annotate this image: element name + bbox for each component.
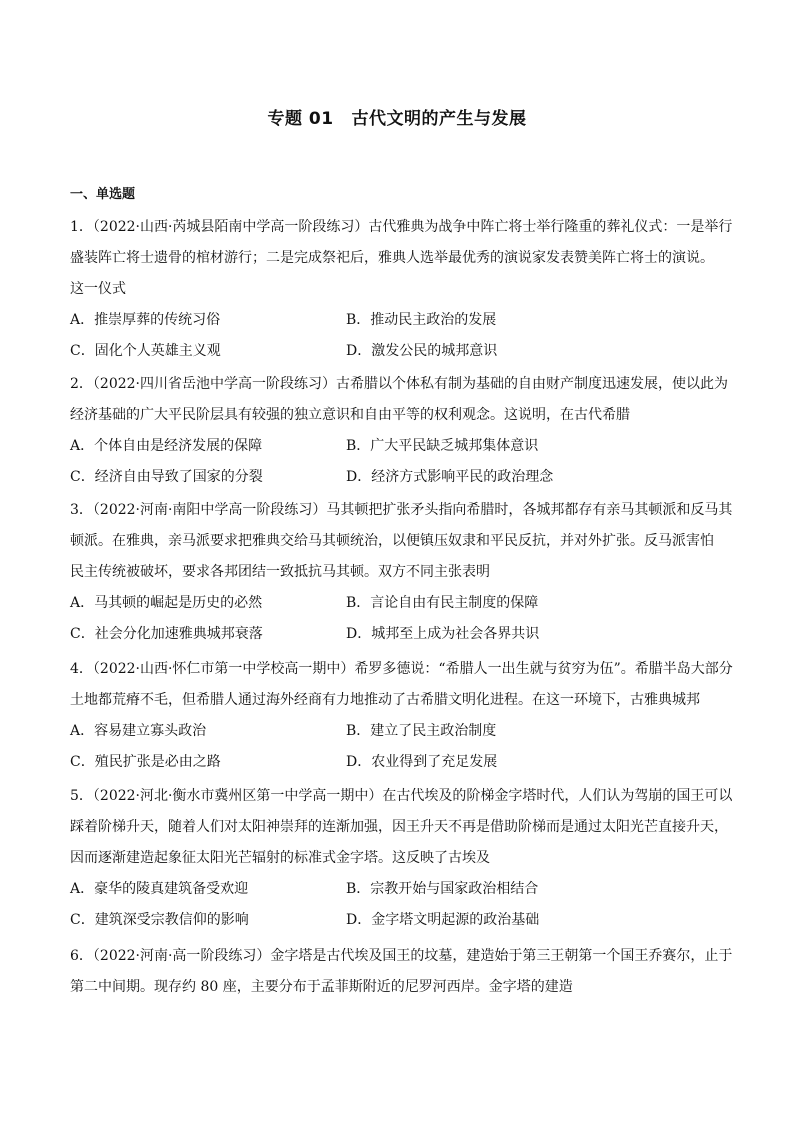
option-b[interactable]: B．宗教开始与国家政治相结合 xyxy=(346,881,539,897)
option-a[interactable]: A．容易建立寡头政治 xyxy=(70,723,207,739)
option-b[interactable]: B．建立了民主政治制度 xyxy=(346,723,497,739)
question-1 xyxy=(70,212,733,367)
title-name: 古代文明的产生与发展 xyxy=(351,109,527,129)
question-text-line: 因而逐渐建造起象征太阳光芒辐射的标准式金字塔。这反映了古埃及 xyxy=(70,850,490,866)
option-c[interactable]: C．经济自由导致了国家的分裂 xyxy=(70,469,263,485)
page-title xyxy=(0,104,794,129)
option-c[interactable]: C．殖民扩张是必由之路 xyxy=(70,754,221,770)
question-2 xyxy=(70,369,726,493)
options xyxy=(70,588,726,650)
options xyxy=(70,305,726,367)
question-text-line: 土地都荒瘠不毛，但希腊人通过海外经商有力地推动了古希腊文明化进程。在这一环境下，古雅典城邦 xyxy=(70,692,700,708)
question-text-line: 顿派。在雅典，亲马派要求把雅典交给马其顿统治，以便镇压奴隶和平民反抗，并对外扩张。反马派害怕 xyxy=(70,533,714,549)
question-5 xyxy=(70,781,733,936)
question-text-line: 踩着阶梯升天，随着人们对太阳神崇拜的连渐加强，因王升天不再是借助阶梯而是通过太阳光芒直接升天， xyxy=(70,819,728,835)
question-4 xyxy=(70,654,733,778)
option-b[interactable]: B．广大平民缺乏城邦集体意识 xyxy=(346,438,539,454)
option-d[interactable]: D．激发公民的城邦意识 xyxy=(346,343,498,359)
option-b[interactable]: B．言论自由有民主制度的保障 xyxy=(346,595,539,611)
option-c[interactable]: C．社会分化加速雅典城邦衰落 xyxy=(70,626,263,642)
option-a[interactable]: A．个体自由是经济发展的保障 xyxy=(70,438,263,454)
option-d[interactable]: D．农业得到了充足发展 xyxy=(346,754,498,770)
question-text-line: 经济基础的广大平民阶层具有较强的独立意识和自由平等的权利观念。这说明，在古代希腊 xyxy=(70,407,630,423)
question-3 xyxy=(70,495,733,650)
question-text-line: 5．（2022·河北·衡水市冀州区第一中学高一期中）在古代埃及的阶梯金字塔时代，人们认为驾崩的国王可以 xyxy=(70,788,733,804)
option-d[interactable]: D．城邦至上成为社会各界共识 xyxy=(346,626,540,642)
option-d[interactable]: D．经济方式影响平民的政治理念 xyxy=(346,469,554,485)
option-c[interactable]: C．建筑深受宗教信仰的影响 xyxy=(70,912,249,928)
title-number: 专题 01 xyxy=(267,109,334,129)
question-6 xyxy=(70,941,733,1003)
options xyxy=(70,431,726,493)
question-text-line: 盛装阵亡将士遗骨的棺材游行；二是完成祭祀后，雅典人选举最优秀的演说家发表赞美阵亡将士的演说。 xyxy=(70,250,714,266)
option-d[interactable]: D．金字塔文明起源的政治基础 xyxy=(346,912,540,928)
option-c[interactable]: C．固化个人英雄主义观 xyxy=(70,343,221,359)
options xyxy=(70,716,726,778)
question-text-line: 第二中间期。现存约 80 座，主要分布于孟菲斯附近的尼罗河西岸。金字塔的建造 xyxy=(70,979,573,995)
option-b[interactable]: B．推动民主政治的发展 xyxy=(346,312,497,328)
option-a[interactable]: A．豪华的陵真建筑备受欢迎 xyxy=(70,881,249,897)
question-text-line: 6．（2022·河南·高一阶段练习）金字塔是古代埃及国王的坟墓，建造始于第三王朝第一个国王乔赛尔，止于 xyxy=(70,948,733,964)
option-a[interactable]: A．马其顿的崛起是历史的必然 xyxy=(70,595,263,611)
question-text-line: 2．（2022·四川省岳池中学高一阶段练习）古希腊以个体私有制为基础的自由财产制度迅速发展，使以此为 xyxy=(70,376,728,392)
question-text-line: 民主传统被破坏，要求各邦团结一致抵抗马其顿。双方不同主张表明 xyxy=(70,564,490,580)
question-text-line: 这一仪式 xyxy=(70,281,126,297)
options xyxy=(70,874,726,936)
question-text-line: 1．（2022·山西·芮城县陌南中学高一阶段练习）古代雅典为战争中阵亡将士举行隆重的葬礼仪式：一是举行 xyxy=(70,219,733,235)
option-a[interactable]: A．推崇厚葬的传统习俗 xyxy=(70,312,221,328)
question-text-line: 3．（2022·河南·南阳中学高一阶段练习）马其顿把扩张矛头指向希腊时，各城邦都存有亲马其顿派和反马其 xyxy=(70,502,733,518)
section-heading: 一、单选题 xyxy=(70,187,136,202)
question-text-line: 4．（2022·山西·怀仁市第一中学校高一期中）希罗多德说：“希腊人一出生就与贫穷为伍”。希腊半岛大部分 xyxy=(70,661,733,677)
